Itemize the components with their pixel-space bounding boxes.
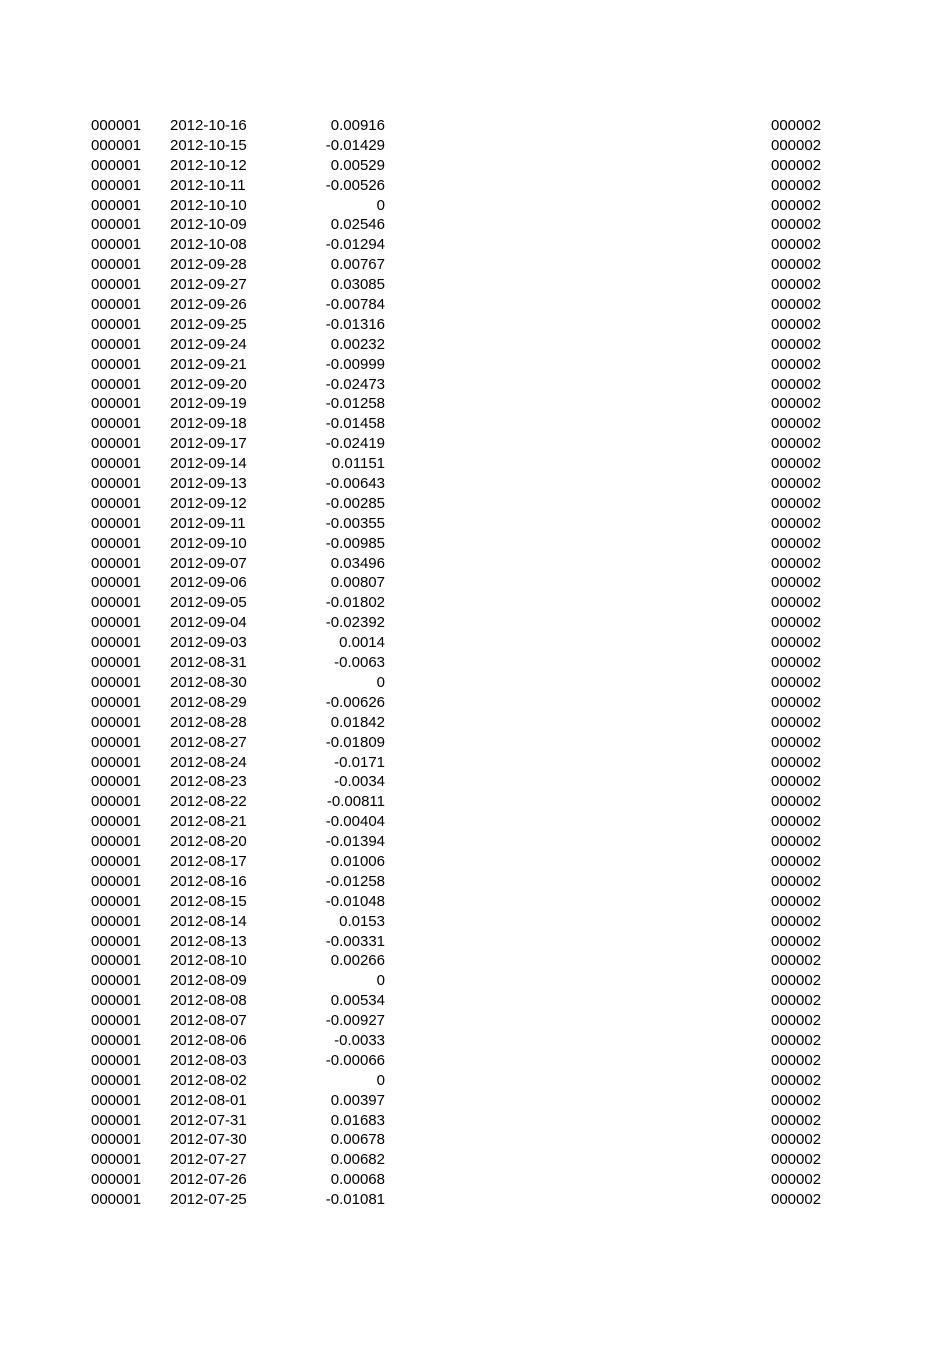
stock-code-2-cell: 000002 [771,753,822,771]
table-row [0,136,950,156]
table-row [0,613,950,633]
return-value-cell: -0.01458 [325,415,385,433]
stock-code-2-cell: 000002 [771,256,822,274]
stock-code-2-cell: 000002 [771,972,822,990]
date-cell: 2012-09-10 [170,534,247,552]
stock-code-2-cell: 000002 [771,594,822,612]
stock-code-2-cell: 000002 [771,136,822,154]
data-sheet [0,116,950,1210]
date-cell: 2012-08-02 [170,1071,247,1089]
table-row [0,573,950,593]
return-value-cell: 0.01151 [331,455,385,473]
date-cell: 2012-10-10 [170,196,247,214]
stock-code-cell: 000001 [91,713,142,731]
table-row [0,912,950,932]
stock-code-cell: 000001 [91,236,142,254]
return-value-cell: -0.00355 [325,514,385,532]
stock-code-2-cell: 000002 [771,435,822,453]
stock-code-2-cell: 000002 [771,1131,822,1149]
date-cell: 2012-08-16 [170,872,247,890]
table-row [0,713,950,733]
return-value-cell: 0.00916 [330,117,385,134]
table-row [0,772,950,792]
stock-code-cell: 000001 [91,1091,142,1109]
date-cell: 2012-10-12 [170,156,247,174]
stock-code-2-cell: 000002 [771,1171,822,1189]
return-value-cell: -0.01809 [325,733,385,751]
stock-code-cell: 000001 [91,315,142,333]
date-cell: 2012-09-05 [170,594,247,612]
date-cell: 2012-08-07 [170,1012,247,1030]
date-cell: 2012-08-22 [170,793,247,811]
date-cell: 2012-09-17 [170,435,247,453]
stock-code-cell: 000001 [91,256,142,274]
date-cell: 2012-08-10 [170,952,247,970]
table-row [0,394,950,414]
return-value-cell: 0 [376,1071,385,1089]
stock-code-cell: 000001 [91,1151,142,1169]
date-cell: 2012-10-16 [170,117,247,134]
return-value-cell: -0.02392 [325,614,385,632]
stock-code-2-cell: 000002 [771,1151,822,1169]
return-value-cell: -0.00404 [325,813,385,831]
stock-code-cell: 000001 [91,614,142,632]
stock-code-cell: 000001 [91,156,142,174]
stock-code-cell: 000001 [91,117,142,134]
table-row [0,1011,950,1031]
return-value-cell: -0.00066 [325,1051,385,1069]
date-cell: 2012-09-25 [170,315,247,333]
stock-code-cell: 000001 [91,972,142,990]
return-value-cell: -0.0033 [334,1031,385,1049]
stock-code-2-cell: 000002 [771,852,822,870]
table-row [0,852,950,872]
date-cell: 2012-07-26 [170,1171,247,1189]
table-row [0,593,950,613]
stock-code-cell: 000001 [91,912,142,930]
table-row [0,1190,950,1210]
stock-code-2-cell: 000002 [771,395,822,413]
stock-code-2-cell: 000002 [771,156,822,174]
date-cell: 2012-08-01 [170,1091,247,1109]
table-row [0,434,950,454]
stock-code-2-cell: 000002 [771,614,822,632]
stock-code-2-cell: 000002 [771,773,822,791]
stock-code-2-cell: 000002 [771,455,822,473]
stock-code-cell: 000001 [91,395,142,413]
date-cell: 2012-07-25 [170,1191,247,1209]
stock-code-cell: 000001 [91,1171,142,1189]
stock-code-2-cell: 000002 [771,1012,822,1030]
table-row [0,872,950,892]
date-cell: 2012-08-29 [170,693,247,711]
date-cell: 2012-08-27 [170,733,247,751]
stock-code-cell: 000001 [91,1031,142,1049]
stock-code-cell: 000001 [91,296,142,314]
date-cell: 2012-10-11 [170,176,246,194]
return-value-cell: 0.00529 [330,156,385,174]
return-value-cell: -0.0063 [334,654,385,672]
stock-code-cell: 000001 [91,634,142,652]
date-cell: 2012-08-28 [170,713,247,731]
return-value-cell: -0.01316 [325,315,385,333]
stock-code-2-cell: 000002 [771,932,822,950]
stock-code-2-cell: 000002 [771,992,822,1010]
stock-code-cell: 000001 [91,693,142,711]
stock-code-cell: 000001 [91,872,142,890]
table-row [0,156,950,176]
stock-code-cell: 000001 [91,514,142,532]
stock-code-cell: 000001 [91,534,142,552]
return-value-cell: -0.01258 [325,872,385,890]
stock-code-2-cell: 000002 [771,335,822,353]
stock-code-cell: 000001 [91,475,142,493]
stock-code-2-cell: 000002 [771,733,822,751]
table-row [0,295,950,315]
table-row [0,1150,950,1170]
date-cell: 2012-08-21 [170,813,247,831]
stock-code-2-cell: 000002 [771,1111,822,1129]
stock-code-2-cell: 000002 [771,355,822,373]
return-value-cell: -0.02473 [325,375,385,393]
table-row [0,673,950,693]
table-row [0,951,950,971]
table-row [0,355,950,375]
stock-code-2-cell: 000002 [771,833,822,851]
date-cell: 2012-08-31 [170,654,247,672]
date-cell: 2012-09-07 [170,554,247,572]
return-value-cell: -0.00643 [325,475,385,493]
stock-code-2-cell: 000002 [771,912,822,930]
table-row [0,275,950,295]
date-cell: 2012-09-24 [170,335,247,353]
stock-code-2-cell: 000002 [771,534,822,552]
stock-code-cell: 000001 [91,455,142,473]
return-value-cell: 0.00266 [330,952,385,970]
date-cell: 2012-10-15 [170,136,247,154]
stock-code-cell: 000001 [91,176,142,194]
stock-code-cell: 000001 [91,594,142,612]
return-value-cell: -0.00999 [325,355,385,373]
stock-code-cell: 000001 [91,574,142,592]
table-row [0,1091,950,1111]
return-value-cell: 0 [376,972,385,990]
return-value-cell: 0.00807 [330,574,385,592]
table-row [0,1051,950,1071]
date-cell: 2012-09-18 [170,415,247,433]
table-row [0,375,950,395]
stock-code-2-cell: 000002 [771,475,822,493]
stock-code-cell: 000001 [91,435,142,453]
table-row [0,255,950,275]
table-row [0,554,950,574]
stock-code-cell: 000001 [91,813,142,831]
stock-code-cell: 000001 [91,335,142,353]
return-value-cell: 0.01683 [330,1111,385,1129]
stock-code-cell: 000001 [91,654,142,672]
return-value-cell: 0.03085 [330,276,385,294]
stock-code-2-cell: 000002 [771,1031,822,1049]
return-value-cell: -0.01394 [325,833,385,851]
date-cell: 2012-10-09 [170,216,247,234]
date-cell: 2012-08-20 [170,833,247,851]
date-cell: 2012-08-13 [170,932,247,950]
stock-code-2-cell: 000002 [771,872,822,890]
stock-code-cell: 000001 [91,992,142,1010]
stock-code-2-cell: 000002 [771,236,822,254]
return-value-cell: 0.03496 [330,554,385,572]
table-row [0,235,950,255]
return-value-cell: 0.01006 [330,852,385,870]
table-row [0,474,950,494]
stock-code-cell: 000001 [91,673,142,691]
date-cell: 2012-09-19 [170,395,247,413]
stock-code-2-cell: 000002 [771,892,822,910]
stock-code-2-cell: 000002 [771,494,822,512]
stock-code-cell: 000001 [91,554,142,572]
return-value-cell: 0.01842 [330,713,385,731]
stock-code-2-cell: 000002 [771,117,822,134]
table-row [0,693,950,713]
date-cell: 2012-10-08 [170,236,247,254]
table-row [0,494,950,514]
return-value-cell: 0.02546 [330,216,385,234]
stock-code-cell: 000001 [91,1111,142,1129]
date-cell: 2012-08-23 [170,773,247,791]
return-value-cell: -0.00784 [325,296,385,314]
date-cell: 2012-08-15 [170,892,247,910]
date-cell: 2012-09-26 [170,296,247,314]
date-cell: 2012-09-12 [170,494,247,512]
stock-code-cell: 000001 [91,1012,142,1030]
date-cell: 2012-08-17 [170,852,247,870]
return-value-cell: -0.00285 [325,494,385,512]
return-value-cell: 0.00534 [330,992,385,1010]
date-cell: 2012-07-30 [170,1131,247,1149]
stock-code-cell: 000001 [91,852,142,870]
return-value-cell: -0.02419 [325,435,385,453]
date-cell: 2012-09-06 [170,574,247,592]
date-cell: 2012-08-09 [170,972,247,990]
return-value-cell: -0.00626 [325,693,385,711]
table-row [0,653,950,673]
table-row [0,1071,950,1091]
table-row [0,315,950,335]
return-value-cell: 0.00682 [330,1151,385,1169]
stock-code-2-cell: 000002 [771,196,822,214]
date-cell: 2012-08-06 [170,1031,247,1049]
return-value-cell: -0.01294 [325,236,385,254]
stock-code-2-cell: 000002 [771,415,822,433]
return-value-cell: -0.01429 [325,136,385,154]
stock-code-2-cell: 000002 [771,375,822,393]
return-value-cell: 0.00068 [330,1171,385,1189]
return-value-cell: 0.00767 [330,256,385,274]
table-row [0,1130,950,1150]
stock-code-cell: 000001 [91,753,142,771]
table-row [0,633,950,653]
stock-code-2-cell: 000002 [771,296,822,314]
stock-code-cell: 000001 [91,952,142,970]
stock-code-2-cell: 000002 [771,574,822,592]
table-row [0,534,950,554]
table-row [0,991,950,1011]
stock-code-2-cell: 000002 [771,693,822,711]
return-value-cell: -0.01802 [325,594,385,612]
date-cell: 2012-09-11 [170,514,246,532]
date-cell: 2012-09-28 [170,256,247,274]
stock-code-2-cell: 000002 [771,554,822,572]
stock-code-cell: 000001 [91,773,142,791]
return-value-cell: 0.0014 [339,634,385,652]
stock-code-2-cell: 000002 [771,514,822,532]
stock-code-2-cell: 000002 [771,713,822,731]
stock-code-cell: 000001 [91,1051,142,1069]
date-cell: 2012-08-30 [170,673,247,691]
table-row [0,932,950,952]
date-cell: 2012-07-27 [170,1151,247,1169]
date-cell: 2012-09-14 [170,455,247,473]
return-value-cell: -0.00985 [325,534,385,552]
stock-code-cell: 000001 [91,733,142,751]
stock-code-2-cell: 000002 [771,276,822,294]
stock-code-cell: 000001 [91,1071,142,1089]
stock-code-2-cell: 000002 [771,1191,822,1209]
stock-code-cell: 000001 [91,833,142,851]
return-value-cell: -0.00331 [325,932,385,950]
table-row [0,414,950,434]
date-cell: 2012-08-08 [170,992,247,1010]
table-row [0,792,950,812]
stock-code-2-cell: 000002 [771,952,822,970]
date-cell: 2012-09-20 [170,375,247,393]
return-value-cell: 0.0153 [339,912,385,930]
stock-code-cell: 000001 [91,196,142,214]
stock-code-2-cell: 000002 [771,216,822,234]
date-cell: 2012-08-03 [170,1051,247,1069]
stock-code-cell: 000001 [91,932,142,950]
stock-code-cell: 000001 [91,415,142,433]
table-row [0,335,950,355]
stock-code-cell: 000001 [91,375,142,393]
return-value-cell: -0.00811 [326,793,385,811]
stock-code-cell: 000001 [91,276,142,294]
date-cell: 2012-08-14 [170,912,247,930]
return-value-cell: -0.01048 [325,892,385,910]
stock-code-2-cell: 000002 [771,813,822,831]
table-row [0,832,950,852]
stock-code-2-cell: 000002 [771,634,822,652]
return-value-cell: -0.00526 [325,176,385,194]
stock-code-cell: 000001 [91,216,142,234]
table-row [0,971,950,991]
table-row [0,116,950,136]
date-cell: 2012-09-27 [170,276,247,294]
return-value-cell: 0.00232 [330,335,385,353]
return-value-cell: -0.0171 [334,753,385,771]
table-row [0,1111,950,1131]
return-value-cell: -0.0034 [334,773,385,791]
table-row [0,892,950,912]
return-value-cell: 0 [376,673,385,691]
stock-code-cell: 000001 [91,355,142,373]
table-row [0,733,950,753]
table-row [0,454,950,474]
table-row [0,753,950,773]
stock-code-2-cell: 000002 [771,1051,822,1069]
stock-code-cell: 000001 [91,793,142,811]
stock-code-cell: 000001 [91,892,142,910]
return-value-cell: -0.01258 [325,395,385,413]
table-row [0,196,950,216]
table-row [0,1170,950,1190]
stock-code-cell: 000001 [91,136,142,154]
stock-code-cell: 000001 [91,1131,142,1149]
return-value-cell: -0.01081 [325,1191,385,1209]
stock-code-cell: 000001 [91,494,142,512]
date-cell: 2012-09-13 [170,475,247,493]
return-value-cell: -0.00927 [325,1012,385,1030]
stock-code-2-cell: 000002 [771,1091,822,1109]
table-row [0,176,950,196]
stock-code-cell: 000001 [91,1191,142,1209]
return-value-cell: 0 [376,196,385,214]
table-row [0,215,950,235]
date-cell: 2012-09-21 [170,355,247,373]
date-cell: 2012-09-04 [170,614,247,632]
stock-code-2-cell: 000002 [771,793,822,811]
table-row [0,812,950,832]
return-value-cell: 0.00397 [330,1091,385,1109]
date-cell: 2012-09-03 [170,634,247,652]
stock-code-2-cell: 000002 [771,1071,822,1089]
stock-code-2-cell: 000002 [771,176,822,194]
stock-code-2-cell: 000002 [771,654,822,672]
return-value-cell: 0.00678 [330,1131,385,1149]
table-row [0,1031,950,1051]
stock-code-2-cell: 000002 [771,673,822,691]
date-cell: 2012-07-31 [170,1111,247,1129]
stock-code-2-cell: 000002 [771,315,822,333]
table-row [0,514,950,534]
date-cell: 2012-08-24 [170,753,247,771]
